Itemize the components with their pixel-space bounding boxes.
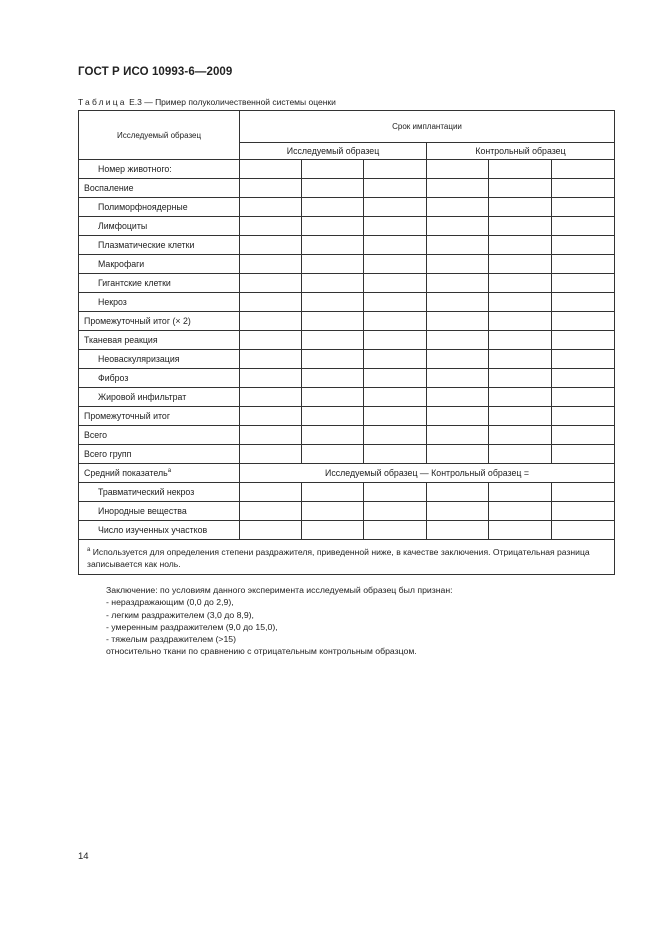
control-sample-cell (427, 426, 489, 445)
test-sample-cell (364, 350, 427, 369)
conclusion-line: - легким раздражителем (3,0 до 8,9), (106, 609, 254, 620)
row-label-text: Тканевая реакция (84, 335, 158, 345)
row-label-text: Номер животного: (98, 164, 172, 174)
table-row (79, 217, 615, 236)
control-sample-cell (427, 331, 489, 350)
control-sample-cell (427, 312, 489, 331)
control-sample-cell (552, 483, 615, 502)
row-label (79, 293, 240, 312)
test-sample-cell (240, 255, 302, 274)
row-label (79, 255, 240, 274)
row-label-text: Промежуточный итог (× 2) (84, 316, 191, 326)
test-sample-cell (302, 407, 364, 426)
row-label (79, 502, 240, 521)
test-sample-cell (240, 502, 302, 521)
test-sample-cell (364, 407, 427, 426)
test-sample-cell (240, 217, 302, 236)
control-sample-cell (489, 160, 552, 179)
row-label-text: Воспаление (84, 183, 134, 193)
control-sample-cell (489, 198, 552, 217)
test-sample-cell (240, 388, 302, 407)
control-sample-cell (427, 369, 489, 388)
footnote-marker: a (167, 468, 172, 475)
test-sample-cell (240, 350, 302, 369)
row-label (79, 312, 240, 331)
table-row (79, 464, 615, 483)
row-label (79, 179, 240, 198)
control-sample-cell (489, 217, 552, 236)
table-row (79, 312, 615, 331)
control-sample-cell (489, 236, 552, 255)
table-caption-text: Е.3 — Пример полуколичественной системы оценки (126, 97, 336, 107)
test-sample-cell (240, 331, 302, 350)
test-sample-cell (364, 483, 427, 502)
row-label (79, 483, 240, 502)
row-label-text: Промежуточный итог (84, 411, 171, 421)
test-sample-cell (240, 312, 302, 331)
conclusion-line: - нераздражающим (0,0 до 2,9), (106, 597, 234, 608)
control-sample-cell (427, 502, 489, 521)
test-sample-cell (364, 160, 427, 179)
row-label-text: Жировой инфильтрат (98, 392, 187, 402)
control-sample-cell (552, 369, 615, 388)
test-sample-cell (240, 293, 302, 312)
conclusion-line: Заключение: по условиям данного эксперимента исследуемый образец был признан: (106, 585, 453, 595)
control-sample-cell (552, 426, 615, 445)
row-label-text: Всего групп (84, 449, 132, 459)
mean-formula-cell: Исследуемый образец — Контрольный образец = (240, 464, 615, 483)
control-sample-cell (552, 502, 615, 521)
header-sample: Исследуемый образец (79, 111, 240, 160)
footnote-text: Используется для определения степени раздражителя, приведенной ниже, в качестве заключения. Отрицательная разница записывается как ноль. (87, 546, 590, 569)
test-sample-cell (240, 407, 302, 426)
control-sample-cell (427, 255, 489, 274)
row-label-text: Неоваскуляризация (98, 354, 180, 364)
test-sample-cell (302, 331, 364, 350)
table-row (79, 445, 615, 464)
test-sample-cell (364, 312, 427, 331)
control-sample-cell (552, 236, 615, 255)
row-label (79, 217, 240, 236)
row-label-text: Число изученных участков (98, 525, 208, 535)
row-label-text: Гигантские клетки (98, 278, 171, 288)
control-sample-cell (427, 293, 489, 312)
test-sample-cell (364, 388, 427, 407)
row-label-text: Всего (84, 430, 108, 440)
test-sample-cell (240, 179, 302, 198)
table-row (79, 274, 615, 293)
control-sample-cell (552, 179, 615, 198)
control-sample-cell (552, 217, 615, 236)
control-sample-cell (427, 160, 489, 179)
control-sample-cell (489, 350, 552, 369)
row-label-text: Средний показатель (84, 468, 168, 478)
test-sample-cell (364, 426, 427, 445)
row-label (79, 521, 240, 540)
control-sample-cell (427, 483, 489, 502)
control-sample-cell (427, 236, 489, 255)
test-sample-cell (302, 502, 364, 521)
control-sample-cell (552, 312, 615, 331)
test-sample-cell (302, 312, 364, 331)
test-sample-cell (364, 255, 427, 274)
test-sample-cell (364, 236, 427, 255)
header-control-sample: Контрольный образец (427, 143, 615, 160)
table-row (79, 293, 615, 312)
test-sample-cell (240, 521, 302, 540)
table-row (79, 502, 615, 521)
test-sample-cell (302, 293, 364, 312)
row-label (79, 388, 240, 407)
table-row (79, 521, 615, 540)
control-sample-cell (427, 179, 489, 198)
row-label-text: Плазматические клетки (98, 240, 195, 250)
control-sample-cell (427, 217, 489, 236)
table-caption-prefix: Таблица (78, 97, 127, 107)
control-sample-cell (489, 179, 552, 198)
control-sample-cell (552, 198, 615, 217)
control-sample-cell (489, 331, 552, 350)
table-footnote (79, 540, 615, 575)
table-header-row (79, 111, 615, 143)
table-row (79, 483, 615, 502)
control-sample-cell (489, 312, 552, 331)
control-sample-cell (552, 350, 615, 369)
control-sample-cell (552, 255, 615, 274)
test-sample-cell (240, 483, 302, 502)
table-footnote-row (79, 540, 615, 575)
test-sample-cell (240, 236, 302, 255)
control-sample-cell (489, 274, 552, 293)
header-implantation-time: Срок имплантации (240, 111, 615, 143)
test-sample-cell (302, 179, 364, 198)
conclusion-line: - тяжелым раздражителем (>15) (106, 634, 237, 645)
control-sample-cell (427, 521, 489, 540)
test-sample-cell (302, 388, 364, 407)
row-label-text: Макрофаги (98, 259, 145, 269)
control-sample-cell (552, 407, 615, 426)
test-sample-cell (364, 331, 427, 350)
test-sample-cell (302, 426, 364, 445)
test-sample-cell (302, 255, 364, 274)
table-row (79, 369, 615, 388)
control-sample-cell (552, 160, 615, 179)
conclusion-line: - умеренным раздражителем (9,0 до 15,0), (106, 621, 278, 632)
row-label (79, 236, 240, 255)
control-sample-cell (427, 198, 489, 217)
control-sample-cell (489, 502, 552, 521)
test-sample-cell (302, 483, 364, 502)
control-sample-cell (552, 274, 615, 293)
row-label-text: Лимфоциты (98, 221, 148, 231)
test-sample-cell (302, 369, 364, 388)
table-row (79, 255, 615, 274)
test-sample-cell (364, 521, 427, 540)
control-sample-cell (489, 293, 552, 312)
test-sample-cell (302, 198, 364, 217)
control-sample-cell (489, 445, 552, 464)
table-caption (78, 97, 336, 107)
row-label (79, 407, 240, 426)
control-sample-cell (427, 407, 489, 426)
test-sample-cell (364, 274, 427, 293)
row-label (79, 426, 240, 445)
document-header: ГОСТ Р ИСО 10993-6—2009 (78, 66, 233, 78)
test-sample-cell (240, 426, 302, 445)
conclusion-line: относительно ткани по сравнению с отрицательным контрольным образцом. (106, 646, 417, 657)
control-sample-cell (427, 274, 489, 293)
row-label (79, 464, 240, 483)
test-sample-cell (302, 236, 364, 255)
table-row (79, 331, 615, 350)
conclusion-block (106, 584, 453, 658)
test-sample-cell (240, 369, 302, 388)
row-label (79, 445, 240, 464)
test-sample-cell (364, 502, 427, 521)
control-sample-cell (552, 388, 615, 407)
test-sample-cell (302, 217, 364, 236)
table-row (79, 407, 615, 426)
test-sample-cell (240, 274, 302, 293)
control-sample-cell (489, 521, 552, 540)
control-sample-cell (427, 388, 489, 407)
control-sample-cell (427, 350, 489, 369)
table-row (79, 179, 615, 198)
header-test-sample: Исследуемый образец (240, 143, 427, 160)
control-sample-cell (552, 445, 615, 464)
control-sample-cell (489, 255, 552, 274)
row-label (79, 350, 240, 369)
row-label-text: Фиброз (98, 373, 129, 383)
test-sample-cell (364, 293, 427, 312)
row-label (79, 198, 240, 217)
row-label (79, 160, 240, 179)
test-sample-cell (240, 445, 302, 464)
table-row (79, 350, 615, 369)
test-sample-cell (240, 160, 302, 179)
table-row (79, 198, 615, 217)
test-sample-cell (302, 350, 364, 369)
test-sample-cell (364, 179, 427, 198)
control-sample-cell (489, 369, 552, 388)
test-sample-cell (240, 198, 302, 217)
row-label-text: Некроз (98, 297, 127, 307)
control-sample-cell (427, 445, 489, 464)
test-sample-cell (364, 369, 427, 388)
control-sample-cell (552, 293, 615, 312)
row-label (79, 274, 240, 293)
test-sample-cell (302, 160, 364, 179)
page-number: 14 (78, 851, 89, 862)
table-row (79, 388, 615, 407)
control-sample-cell (489, 426, 552, 445)
row-label-text: Полиморфноядерные (98, 202, 188, 212)
footnote-marker: a (87, 547, 91, 554)
test-sample-cell (302, 274, 364, 293)
row-label-text: Инородные вещества (98, 506, 187, 516)
control-sample-cell (489, 388, 552, 407)
control-sample-cell (489, 407, 552, 426)
test-sample-cell (364, 198, 427, 217)
table-row (79, 426, 615, 445)
row-label-text: Травматический некроз (98, 487, 195, 497)
test-sample-cell (302, 445, 364, 464)
table-row (79, 160, 615, 179)
control-sample-cell (552, 521, 615, 540)
test-sample-cell (364, 445, 427, 464)
evaluation-table (78, 110, 615, 575)
control-sample-cell (489, 483, 552, 502)
control-sample-cell (552, 331, 615, 350)
row-label (79, 331, 240, 350)
test-sample-cell (302, 521, 364, 540)
test-sample-cell (364, 217, 427, 236)
row-label (79, 369, 240, 388)
table-row (79, 236, 615, 255)
